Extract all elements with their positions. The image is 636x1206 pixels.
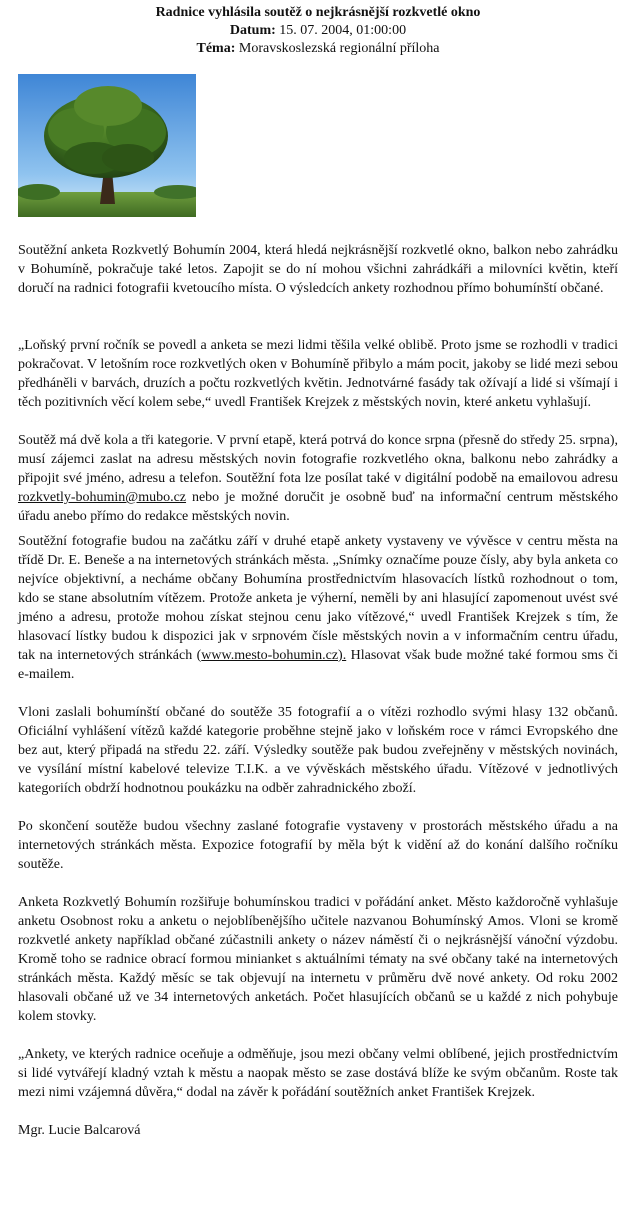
- date-value: 15. 07. 2004, 01:00:00: [279, 23, 407, 38]
- paragraph-intro: Soutěžní anketa Rozkvetlý Bohumín 2004, která hledá nejkrásnější rozkvetlé okno, balkon nebo zahrádku v Bohumíně, pokračuje také letos. Zapojit se do ní mohou všichni zahrádkáři a milovníci květin, kteří doručí na radnici fotografii kvetoucího místa. O výsledcích ankety rozhodnou přímo bohumínští občané.: [18, 243, 618, 296]
- paragraph-rules-text-b: nebo je možné doručit je osobně buď na informační centrum městského úřadu anebo přímo do redakce městských novin.: [18, 490, 618, 524]
- topic-value: Moravskoslezská regionální příloha: [238, 41, 440, 56]
- article-title-line: [18, 4, 618, 22]
- spacer: [18, 412, 618, 431]
- date-line: [18, 22, 618, 40]
- paragraph-exhibition: Po skončení soutěže budou všechny zaslané fotografie vystaveny v prostorách městského úřadu a na internetových stránkách města. Expozice fotografií by měla být k vidění až do konání dalšího ročníku soutěže.: [18, 819, 618, 872]
- paragraph-closing-quote: „Ankety, ve kterých radnice oceňuje a odměňuje, jsou mezi občany velmi oblíbené, jejich prostřednictvím si lidé vytvářejí kladný vztah k městu a naopak město se zase dostává blíže ke svým občanům. Roste tak mezi nimi vzájemná důvěra,“ dodal na závěr k pořádání soutěžních anket František Krejzek.: [18, 1047, 618, 1100]
- paragraph-rules: [18, 431, 618, 526]
- paragraph-rules-text-a: Soutěž má dvě kola a tři kategorie. V první etapě, která potrvá do konce srpna (přesně do středy 25. srpna), musí zájemci zaslat na adresu městských novin fotografie rozkvetlého okna, balkonu nebo zahrádky a připojit své jméno, adresu a telefon. Soutěžní fota lze posílat také v digitální podobě na emailovou adresu: [18, 433, 618, 486]
- article-title: Radnice vyhlásila soutěž o nejkrásnější rozkvetlé okno: [155, 5, 481, 20]
- date-label: Datum:: [229, 23, 276, 38]
- paragraph-second-stage-text-a: Soutěžní fotografie budou na začátku září v druhé etapě ankety vystaveny ve vývěsce v centru města na třídě Dr. E. Beneše a na internetových stránkách města. „Snímky označíme pouze čísly, aby byla anketa co nejvíce objektivní, a necháme občany Bohumína prostřednictvím hlasovacích lístků rozhodnout o tom, kdo se stane absolutním vítězem. Protože anketa je výherní, neměli by ani hlasující zapomenout uvést své jméno a adresu, protože mohou získat stejnou cenu jako vítězové,“ uvedl František Krejzek s tím, že hlasovací lístky budou k dispozici jak v srpnovém čísle městských novin a v informačním centru úřadu, tak na internetových stránkách (: [18, 534, 618, 663]
- website-link[interactable]: www.mesto-bohumin.cz).: [201, 648, 347, 663]
- spacer: [18, 1026, 618, 1045]
- email-link[interactable]: rozkvetly-bohumin@mubo.cz: [18, 490, 187, 505]
- paragraph-quote-krejzek: „Loňský první ročník se povedl a anketa se mezi lidmi těšila velké oblibě. Proto jsme se rozhodli v tradici pokračovat. V letošním roce rozkvetlých oken v Bohumíně přibylo a mám pocit, jakoby se lidé mezi sebou předháněli v barvách, druzích a počtu rozkvetlých květin. Jednotvárné fasády tak ožívají a lidé si všímají i těch pozitivních věcí kolem sebe,“ uvedl František Krejzek z městských novin, které anketu vyhlašují.: [18, 338, 618, 410]
- paragraph-tradition: Anketa Rozkvetlý Bohumín rozšiřuje bohumínskou tradici v pořádání anket. Město každoročně vyhlašuje anketu Osobnost roku a anketu o nejoblíbenějšího učitele nazvanou Bohumínský Amos. Vloni se kromě rozkvetlé ankety například občané zúčastnili ankety o název náměstí či o nejkrásnější vánoční výzdobu. Kromě toho se radnice obrací formou minianket s aktuálními tématy na své občany také na internetových stránkách města. Každý měsíc se tak objevují na internetu v průměru dvě nové ankety. Od roku 2002 hlasovali občané už ve 34 internetových anketách. Počet hlasujících občanů se u každé z nich pohybuje kolem stovky.: [18, 895, 618, 1024]
- spacer: [18, 798, 618, 817]
- spacer: [18, 298, 618, 336]
- tree-photo: [18, 74, 196, 217]
- article-header: [18, 4, 618, 58]
- spacer: [18, 874, 618, 893]
- paragraph-last-year: Vloni zaslali bohumínští občané do soutěže 35 fotografií a o vítězi rozhodlo svými hlasy 132 občanů. Oficiální vyhlášení vítězů každé kategorie proběhne stejně jako v loňském roce v rámci Evropského dne bez aut, který připadá na středu 22. září. Výsledky soutěže pak budou zveřejněny v městských novinách, ve vysílání místní kabelové televize T.I.K. a ve vývěskách městského úřadu. Vítězové v jednotlivých kategoriích obdrží hodnotnou poukázku na odběr zahradnického zboží.: [18, 705, 618, 796]
- spacer: [18, 684, 618, 703]
- paragraph-second-stage: [18, 532, 618, 684]
- topic-line: [18, 40, 618, 58]
- author-signature: Mgr. Lucie Balcarová: [18, 1123, 141, 1138]
- topic-label: Téma:: [196, 41, 236, 56]
- paragraph-second-stage-text-b: Hlasovat však bude možné také formou sms či e-mailem.: [18, 648, 618, 682]
